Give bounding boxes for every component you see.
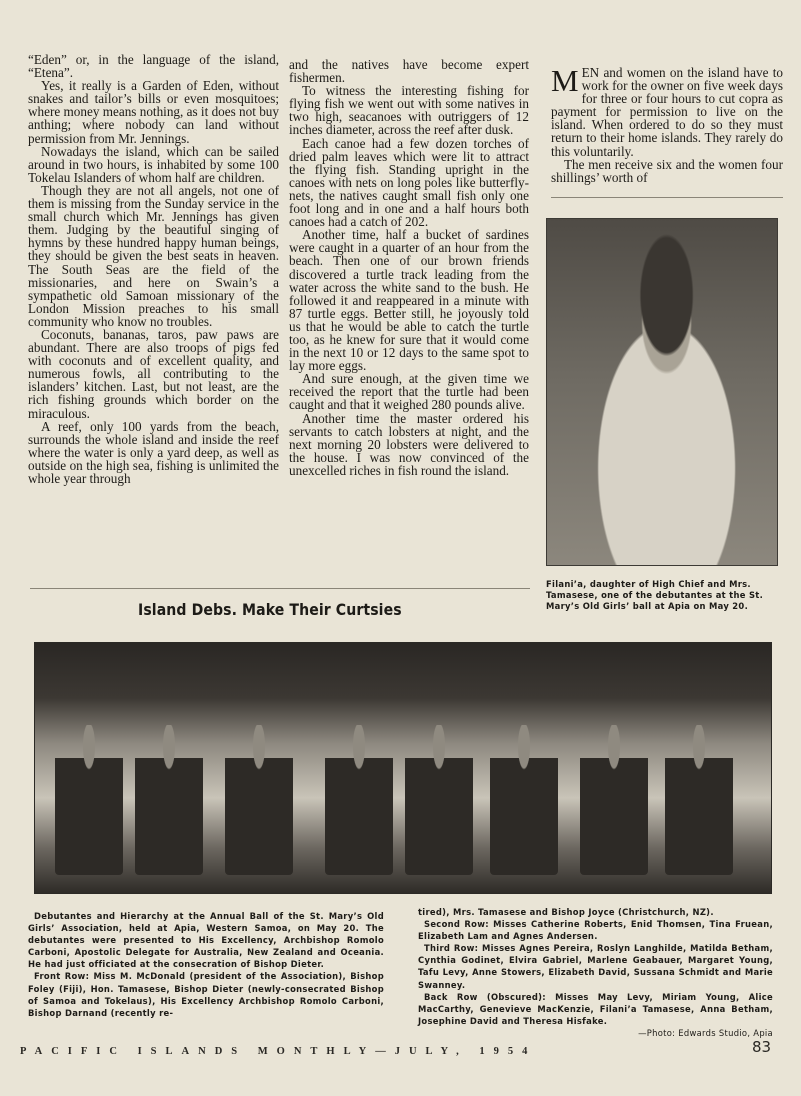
magazine-footer: PACIFIC ISLANDS MONTHLY—JULY, 1954 bbox=[20, 1046, 537, 1057]
group-photo bbox=[34, 642, 772, 894]
page-number: 83 bbox=[752, 1038, 772, 1056]
article-paragraph: and the natives have become expert fishermen. bbox=[289, 57, 529, 86]
section-headline: Island Debs. Make Their Curtsies bbox=[138, 600, 402, 619]
article-paragraph: Though they are not all angels, not one of them is missing from the Sunday service in the small church which Mr. Jennings has given them. Judging by the beautiful singing of hymns by these hundred happy human beings, they should be given the best seats in heaven. The South Seas are the field of the missionaries, and here on Swain’s a sympathetic old Samoan missionary of the London Mission preaches to his small community who know no troubles. bbox=[28, 182, 279, 329]
photo-figure bbox=[135, 725, 203, 875]
article-column-1 bbox=[28, 53, 279, 485]
photo-figure bbox=[580, 725, 648, 875]
photo-figure bbox=[55, 725, 123, 875]
article-paragraph: And sure enough, at the given time we received the report that the turtle had been caught and that it weighed 280 pounds alive. bbox=[289, 371, 529, 413]
caption-paragraph: Second Row: Misses Catherine Roberts, Enid Thomsen, Tina Fruean, Elizabeth Lam and Agnes Andersen. bbox=[418, 919, 773, 942]
article-paragraph-text: EN and women on the island have to work for the owner on five week days for three or four hours to cut copra as payment for permission to live on the island. When ordered to do so they must return to their home islands. They rarely do this voluntarily. bbox=[551, 65, 783, 159]
portrait-caption: Filani’a, daughter of High Chief and Mrs. Tamasese, one of the debutantes at the St. Mary’s Old Girls’ ball at Apia on May 20. bbox=[546, 579, 764, 612]
photo-figure bbox=[405, 725, 473, 875]
photo-figure bbox=[490, 725, 558, 875]
article-paragraph: The men receive six and the women four shillings’ worth of bbox=[551, 156, 783, 185]
article-paragraph: A reef, only 100 yards from the beach, surrounds the whole island and inside the reef where the water is only a yard deep, as well as outside on the high sea, fishing is unlimited the whole year through bbox=[28, 418, 279, 486]
photo-figure bbox=[325, 725, 393, 875]
article-paragraph: Another time, half a bucket of sardines were caught in a quarter of an hour from the beach. Then one of our brown friends discovered a turtle track leading from the water across the white sand to the bush. He followed it and reappeared in a minute with 87 turtle eggs. Better still, he joyously told us that he would be able to catch the turtle too, as he knew for sure that it would come in the next 10 or 12 days to the same spot to lay more eggs. bbox=[289, 227, 529, 374]
section-divider-rule bbox=[30, 588, 530, 589]
group-caption-right bbox=[418, 906, 773, 1039]
drop-cap: M bbox=[551, 63, 579, 98]
article-paragraph: “Eden” or, in the language of the island, “Etena”. bbox=[28, 52, 279, 81]
photo-credit: —Photo: Edwards Studio, Apia bbox=[638, 1027, 773, 1038]
article-column-2 bbox=[289, 58, 529, 477]
group-caption-left bbox=[28, 910, 384, 1019]
column-divider-rule bbox=[551, 197, 783, 198]
caption-paragraph: Debutantes and Hierarchy at the Annual Ball of the St. Mary’s Old Girls’ Association, held at Apia, Western Samoa, on May 20. The debutantes were presented to His Excellency, Archbishop Romolo Carboni, Apostolic Delegate for Australia, New Zealand and Oceania. He had just officiated at the consecration of Bishop Dieter. bbox=[28, 911, 384, 970]
article-paragraph: Another time the master ordered his servants to catch lobsters at night, and the next morning 20 lobsters were delivered to the house. I was now convinced of the unexcelled riches in fish round the island. bbox=[289, 410, 529, 478]
photo-figure bbox=[225, 725, 293, 875]
article-paragraph: Nowadays the island, which can be sailed around in two hours, is inhabited by some 100 Tokelau Islanders of whom half are children. bbox=[28, 143, 279, 185]
article-paragraph: Each canoe had a few dozen torches of dried palm leaves which were lit to attract the flying fish. Standing upright in the canoes with nets on long poles like butterfly-nets, the natives caught small fish only one foot long and in one and a half hours both canoes had a catch of 202. bbox=[289, 135, 529, 230]
article-paragraph: To witness the interesting fishing for flying fish we went out with some natives in two high, seacanoes with outriggers of 12 inches diameter, across the reef after dusk. bbox=[289, 83, 529, 138]
caption-paragraph: Front Row: Miss M. McDonald (president of the Association), Bishop Foley (Fiji), Hon. Tamasese, Bishop Dieter (newly-consecrated Bishop of Samoa and Tokelaus), His Excellency Archbishop Romolo Carboni, Bishop Darnand (recently re- bbox=[28, 971, 384, 1018]
article-column-3 bbox=[551, 63, 783, 185]
caption-paragraph: Third Row: Misses Agnes Pereira, Roslyn Langhilde, Matilda Betham, Cynthia Godinet, Elvira Gabriel, Marlene Geabauer, Margaret Young, Tafu Levy, Anne Stowers, Elizabeth David, Sussana Schmidt and Marie Swanney. bbox=[418, 943, 773, 990]
article-paragraph: Yes, it really is a Garden of Eden, without snakes and tailor’s bills or even mosquitoes; where money means nothing, as it does not buy anthing; where nobody can land without permission from Mr. Jennings. bbox=[28, 78, 279, 146]
article-paragraph: Coconuts, bananas, taros, paw paws are abundant. There are also troops of pigs fed with coconuts and of excellent quality, and numerous fowls, all contributing to the islanders’ kitchen. Last, but not least, are the rich fishing grounds which border on the miraculous. bbox=[28, 326, 279, 421]
caption-paragraph: Back Row (Obscured): Misses May Levy, Miriam Young, Alice MacCarthy, Genevieve MacKenzie, Filani’a Tamasese, Anna Betham, Josephine David and Theresa Hisfake. bbox=[418, 991, 773, 1026]
caption-paragraph: tired), Mrs. Tamasese and Bishop Joyce (Christchurch, NZ). bbox=[418, 907, 714, 917]
article-paragraph bbox=[551, 63, 783, 159]
portrait-photo bbox=[546, 218, 778, 566]
photo-figure bbox=[665, 725, 733, 875]
